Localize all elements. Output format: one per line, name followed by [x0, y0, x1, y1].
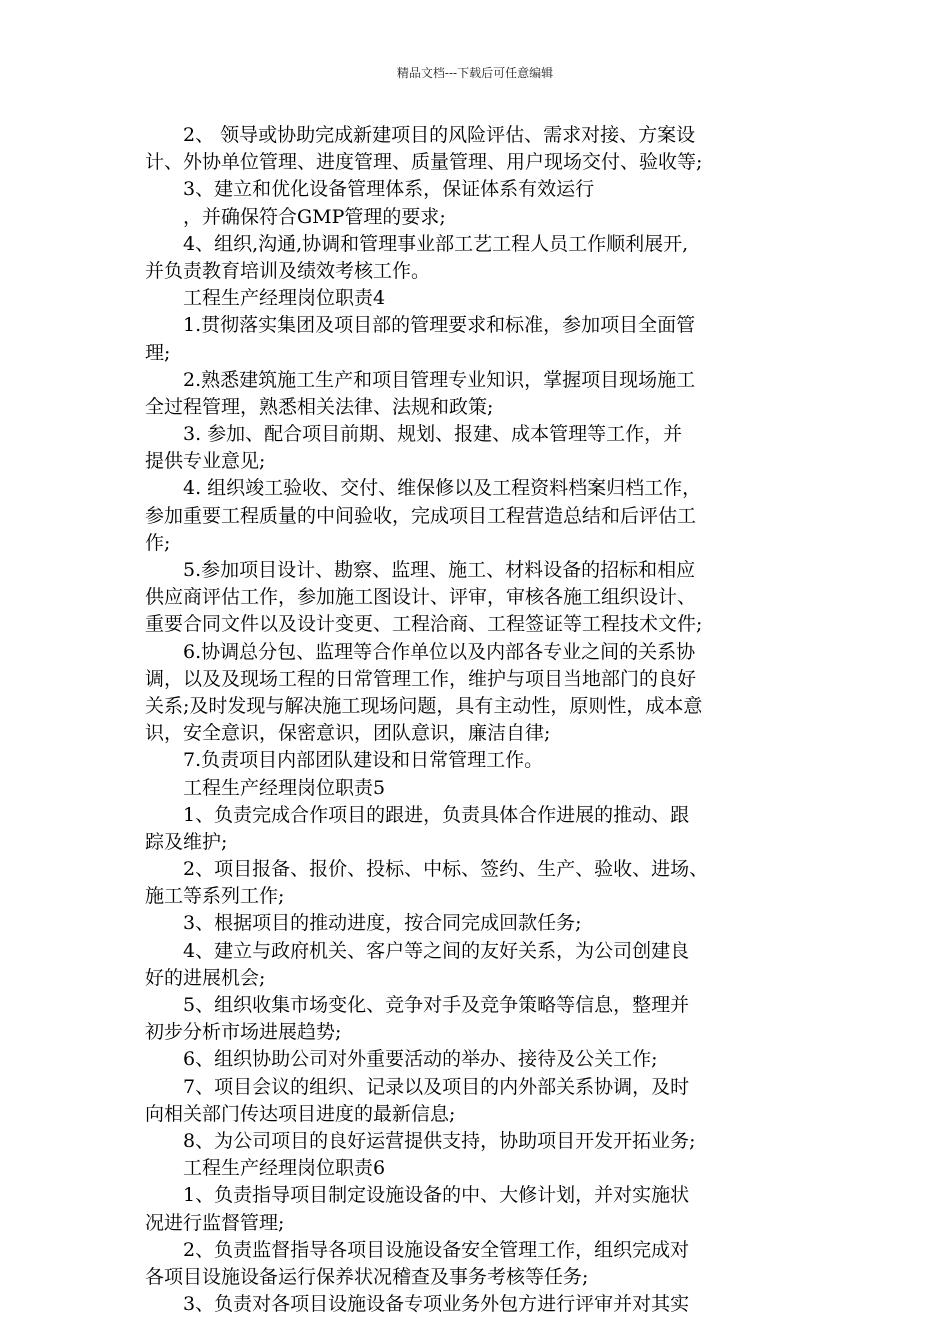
- text-line: 况进行监督管理;: [145, 1211, 285, 1234]
- text-line: 3. 参加、配合项目前期、规划、报建、成本管理等工作，并: [145, 423, 683, 446]
- text-line: 4、建立与政府机关、客户等之间的友好关系，为公司创建良: [145, 939, 690, 962]
- section-heading: 工程生产经理岗位职责4: [145, 287, 386, 310]
- text-line: 2、项目报备、报价、投标、中标、签约、生产、验收、进场、: [145, 858, 709, 881]
- text-line: 7.负责项目内部团队建设和日常管理工作。: [145, 749, 544, 772]
- text-line: 2、 领导或协助完成新建项目的风险评估、需求对接、方案设: [145, 124, 696, 146]
- text-line: 3、负责对各项目设施设备专项业务外包方进行评审并对其实: [145, 1293, 690, 1316]
- text-line: 计、外协单位管理、进度管理、质量管理、用户现场交付、验收等;: [145, 151, 703, 174]
- text-line: 3、建立和优化设备管理体系，保证体系有效运行: [145, 178, 595, 201]
- text-line: 6.协调总分包、监理等合作单位以及内部各专业之间的关系协: [145, 640, 696, 663]
- text-line: 调，以及及现场工程的日常管理工作，维护与项目当地部门的良好: [145, 667, 697, 690]
- text-line: 8、为公司项目的良好运营提供支持，协助项目开发开拓业务;: [145, 1129, 696, 1152]
- text-line: 2、负责监督指导各项目设施设备安全管理工作，组织完成对: [145, 1238, 690, 1261]
- text-line: 全过程管理，熟悉相关法律、法规和政策;: [145, 395, 494, 418]
- text-line: 参加重要工程质量的中间验收，完成项目工程营造总结和后评估工: [145, 504, 697, 527]
- text-line: 4、组织,沟通,协调和管理事业部工艺工程人员工作顺利展开,: [145, 232, 689, 255]
- text-line: 理;: [145, 341, 171, 364]
- text-line: 5.参加项目设计、勘察、监理、施工、材料设备的招标和相应: [145, 559, 696, 581]
- text-line: 向相关部门传达项目进度的最新信息;: [145, 1102, 456, 1125]
- section-heading: 工程生产经理岗位职责5: [145, 776, 386, 799]
- text-line: 作;: [145, 531, 171, 554]
- section-heading: 工程生产经理岗位职责6: [145, 1157, 386, 1180]
- text-line: 5、组织收集市场变化、竞争对手及竞争策略等信息，整理并: [145, 994, 690, 1016]
- text-line: ，并确保符合GMP管理的要求;: [145, 205, 446, 228]
- text-line: 识，安全意识，保密意识，团队意识，廉洁自律;: [145, 722, 551, 745]
- text-line: 1、负责完成合作项目的跟进，负责具体合作进展的推动、跟: [145, 803, 690, 826]
- text-line: 1.贯彻落实集团及项目部的管理要求和标准，参加项目全面管: [145, 314, 696, 337]
- text-line: 踪及维护;: [145, 830, 228, 853]
- text-line: 2.熟悉建筑施工生产和项目管理专业知识，掌握项目现场施工: [145, 368, 696, 391]
- text-line: 3、根据项目的推动进度，按合同完成回款任务;: [145, 912, 582, 935]
- text-line: 初步分析市场进展趋势;: [145, 1021, 342, 1044]
- text-line: 各项目设施设备运行保养状况稽查及事务考核等任务;: [145, 1265, 589, 1288]
- text-line: 供应商评估工作，参加施工图设计、评审，审核各施工组织设计、: [145, 586, 697, 609]
- text-line: 并负责教育培训及绩效考核工作。: [145, 259, 431, 282]
- text-line: 重要合同文件以及设计变更、工程洽商、工程签证等工程技术文件;: [145, 613, 703, 636]
- document-body: [145, 122, 825, 1318]
- text-line: 1、负责指导项目制定设施设备的中、大修计划，并对实施状: [145, 1184, 690, 1207]
- text-line: 4. 组织竣工验收、交付、维保修以及工程资料档案归档工作，: [145, 477, 702, 500]
- page-header: 精品文档---下载后可任意编辑: [396, 66, 554, 80]
- text-line: 提供专业意见;: [145, 450, 266, 473]
- text-line: 关系;及时发现与解决施工现场问题，具有主动性，原则性，成本意: [145, 694, 703, 717]
- text-line: 施工等系列工作;: [145, 885, 285, 908]
- text-line: 6、组织协助公司对外重要活动的举办、接待及公关工作;: [145, 1048, 658, 1071]
- text-line: 7、项目会议的组织、记录以及项目的内外部关系协调，及时: [145, 1075, 690, 1098]
- text-line: 好的进展机会;: [145, 966, 266, 989]
